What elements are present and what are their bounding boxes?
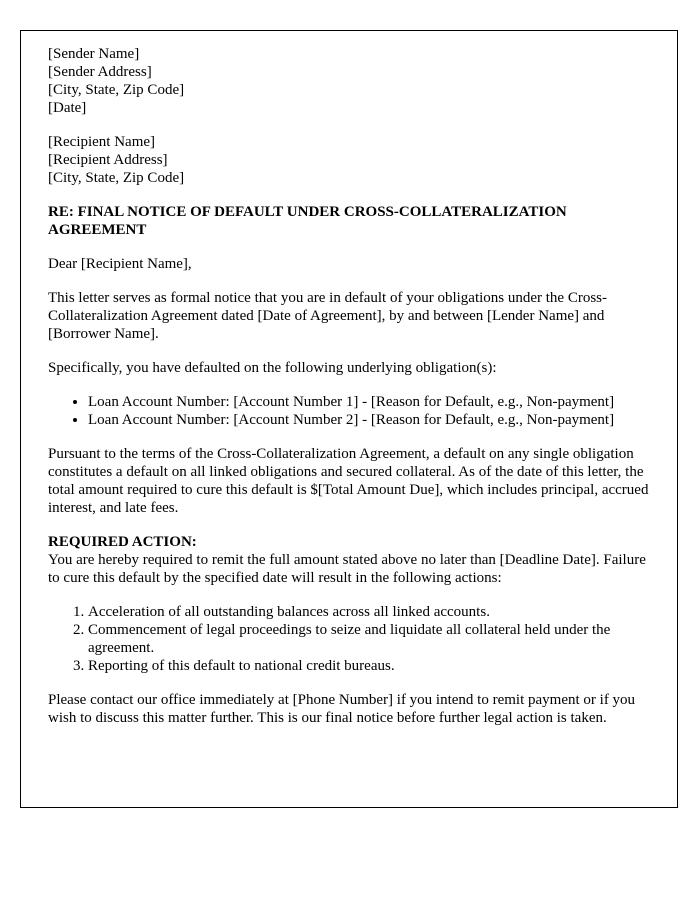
letter-date: [Date] bbox=[48, 100, 87, 116]
sender-address: [Sender Address] bbox=[48, 64, 152, 80]
consequence-item-2: 2. Commencement of legal proceedings to seize and liquidate all collateral held under the agreement. bbox=[88, 621, 651, 657]
subject-line: RE: FINAL NOTICE OF DEFAULT UNDER CROSS-COLLATERALIZATION AGREEMENT bbox=[48, 204, 567, 238]
letter-document bbox=[20, 30, 678, 808]
consequence-item-3: 3. Reporting of this default to national credit bureaus. bbox=[88, 657, 651, 675]
default-obligation-item-2: • Loan Account Number: [Account Number 2] - [Reason for Default, e.g., Non-payment] bbox=[88, 411, 651, 429]
sender-city-state-zip: [City, State, Zip Code] bbox=[48, 82, 185, 98]
paragraph-closing-contact: Please contact our office immediately at [Phone Number] if you intend to remit payment or if you wish to discuss this matter further. This is our final notice before further legal action is taken. bbox=[48, 692, 636, 726]
recipient-city-state-zip: [City, State, Zip Code] bbox=[48, 170, 185, 186]
paragraph-defaulted-obligations-intro: Specifically, you have defaulted on the following underlying obligation(s): bbox=[48, 360, 497, 376]
default-obligation-item-1: • Loan Account Number: [Account Number 1] - [Reason for Default, e.g., Non-payment] bbox=[88, 393, 651, 411]
recipient-block bbox=[48, 133, 651, 187]
required-action-body: You are hereby required to remit the full amount stated above no later than [Deadline Date]. Failure to cure this default by the specified date will result in the following actions: bbox=[48, 552, 646, 586]
sender-block bbox=[48, 45, 651, 117]
default-obligations-list bbox=[48, 393, 651, 429]
paragraph-notice-of-default: This letter serves as formal notice that you are in default of your obligations under the Cross-Collateralization Agreement dated [Date of Agreement], by and between [Lender Name] and [Borrower Name]. bbox=[48, 290, 608, 342]
required-action-heading: REQUIRED ACTION: bbox=[48, 534, 197, 550]
consequences-list bbox=[48, 603, 651, 675]
salutation: Dear [Recipient Name], bbox=[48, 256, 192, 272]
consequence-item-1: 1. Acceleration of all outstanding balances across all linked accounts. bbox=[88, 603, 651, 621]
recipient-name: [Recipient Name] bbox=[48, 134, 156, 150]
recipient-address: [Recipient Address] bbox=[48, 152, 168, 168]
sender-name: [Sender Name] bbox=[48, 46, 140, 62]
paragraph-pursuant-terms: Pursuant to the terms of the Cross-Collateralization Agreement, a default on any single obligation constitutes a default on all linked obligations and secured collateral. As of the date of this letter, the total amount required to cure this default is $[Total Amount Due], which includes principal, accrued interest, and late fees. bbox=[48, 446, 649, 516]
